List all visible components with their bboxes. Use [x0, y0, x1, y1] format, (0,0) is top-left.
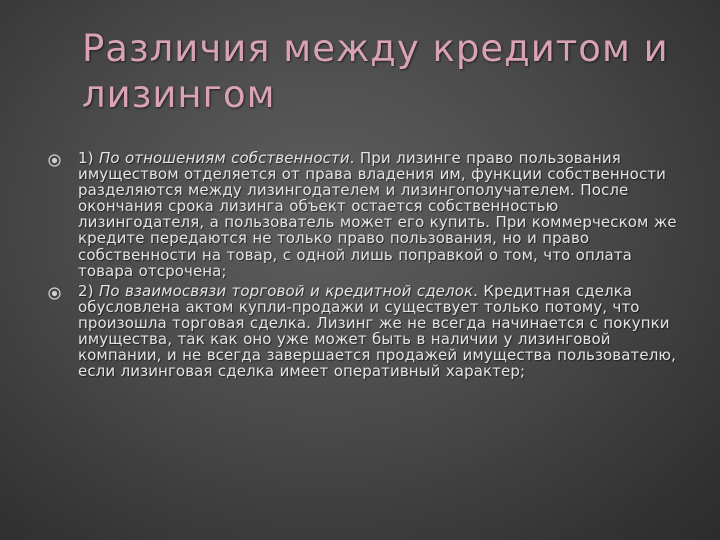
circled-dot-icon [48, 154, 61, 167]
slide-content [48, 150, 688, 383]
list-item-text [78, 283, 688, 380]
list-item [48, 283, 688, 380]
circled-dot-icon [48, 287, 61, 300]
list-item-text [78, 150, 688, 279]
list-item-body: . При лизинге право пользования имуществом отделяется от права владения им, функции собственности разделяются между лизингодателем и лизингополучателем. После окончания срока лизинга объект остается собственностью лизингодателя, а пользователь может его купить. При коммерческом же кредите передаются не только право пользования, но и право собственности на товар, с одной лишь поправкой о том, что оплата товара отсрочена; [78, 149, 677, 280]
list-item-body: . Кредитная сделка обусловлена актом купли-продажи и существует только потому, что произошла торговая сделка. Лизинг же не всегда начинается с покупки имущества, так как оно уже может быть в наличии у лизинговой компании, и не всегда завершается продажей имущества пользователю, если лизинговая сделка имеет оперативный характер; [78, 281, 676, 381]
list-item-prefix: 2) [78, 281, 99, 300]
list-item-emphasis: По взаимосвязи торговой и кредитной сделок [98, 281, 474, 300]
list-item-prefix: 1) [78, 149, 99, 167]
list-item [48, 150, 688, 279]
list-item-emphasis: По отношениям собственности [98, 149, 350, 167]
slide-title: Различия между кредитом и лизингом [82, 27, 669, 116]
